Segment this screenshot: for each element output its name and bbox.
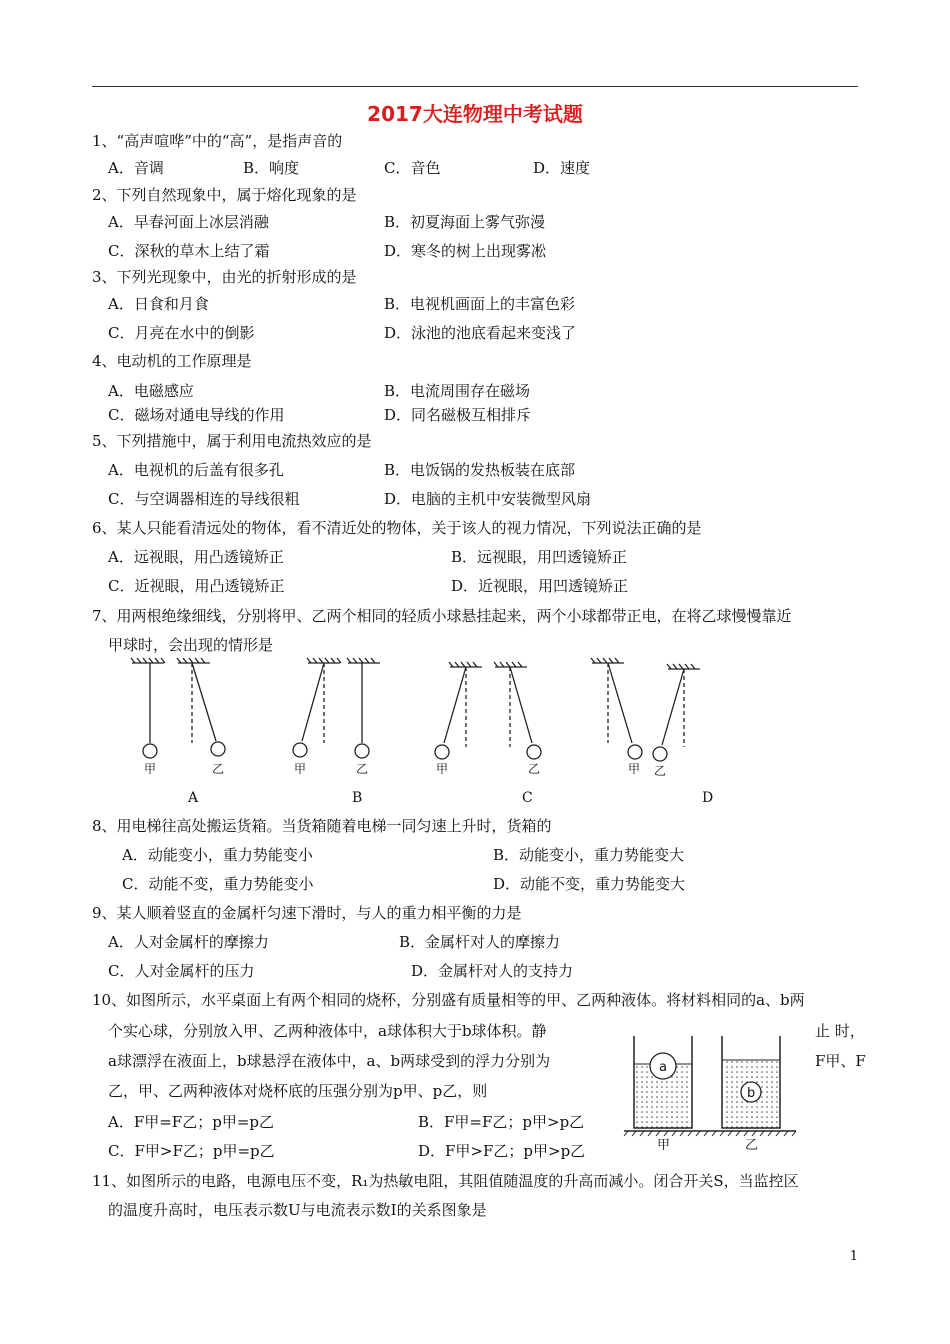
q2-option-a: A．早春河面上冰层消融 xyxy=(108,213,269,231)
q4-option-d: D．同名磁极互相排斥 xyxy=(384,406,532,424)
q10-option-d: D．F甲>F乙；p甲>p乙 xyxy=(418,1142,586,1160)
q6-option-c: C．近视眼，用凸透镜矫正 xyxy=(108,577,285,595)
q3-option-a: A．日食和月食 xyxy=(108,295,209,313)
q7-label-c: C xyxy=(522,790,533,806)
question-11-stem: 11、如图所示的电路，电源电压不变，R₁为热敏电阻，其阻值随温度的升高而减小。闭合开关S，当监控区 xyxy=(92,1172,799,1190)
q6-option-a: A．远视眼，用凸透镜矫正 xyxy=(108,548,284,566)
q3-option-c: C．月亮在水中的倒影 xyxy=(108,324,255,342)
q6-option-d: D．近视眼，用凹透镜矫正 xyxy=(451,577,629,595)
q2-option-b: B．初夏海面上雾气弥漫 xyxy=(384,213,546,231)
q2-option-d: D．寒冬的树上出现雾凇 xyxy=(384,242,547,260)
q8-option-a: A．动能变小，重力势能变小 xyxy=(122,846,313,864)
q5-option-c: C．与空调器相连的导线很粗 xyxy=(108,490,300,508)
q10-option-c: C．F甲>F乙；p甲=p乙 xyxy=(108,1142,275,1160)
ball-label: 甲 xyxy=(628,762,641,776)
q1-option-a: A．音调 xyxy=(108,159,164,177)
q1-option-c: C．音色 xyxy=(384,159,441,177)
question-2-stem: 2、下列自然现象中，属于熔化现象的是 xyxy=(92,186,357,204)
q4-option-c: C．磁场对通电导线的作用 xyxy=(108,406,285,424)
question-10-stem-line3: a球漂浮在液面上，b球悬浮在液体中，a、b两球受到的浮力分别为 xyxy=(108,1052,551,1070)
q9-option-d: D．金属杆对人的支持力 xyxy=(411,962,574,980)
question-1-stem: 1、“高声喧哗”中的“高”，是指声音的 xyxy=(92,132,343,150)
q7-pendulum-figure xyxy=(120,655,720,805)
q7-figure-b xyxy=(293,658,380,758)
q7-figure-d xyxy=(591,658,700,761)
question-7-stem: 7、用两根绝缘细线，分别将甲、乙两个相同的轻质小球悬挂起来，两个小球都带正电，在将乙球慢慢靠近 xyxy=(92,607,792,625)
q10-option-b: B．F甲=F乙；p甲>p乙 xyxy=(418,1113,585,1131)
beaker-jia xyxy=(634,1036,692,1128)
q7-label-a: A xyxy=(188,790,199,806)
q1-option-b: B．响度 xyxy=(243,159,300,177)
question-7-stem-cont: 甲球时，会出现的情形是 xyxy=(108,636,274,654)
q5-option-a: A．电视机的后盖有很多孔 xyxy=(108,461,284,479)
question-10-stem-line2: 个实心球，分别放入甲、乙两种液体中，a球体积大于b球体积。静 xyxy=(108,1022,547,1040)
beaker-yi xyxy=(722,1036,780,1128)
q8-option-d: D．动能不变，重力势能变大 xyxy=(493,875,686,893)
question-10-stem-line3-end: F甲、F xyxy=(815,1052,866,1070)
q5-option-b: B．电饭锅的发热板装在底部 xyxy=(384,461,576,479)
q6-option-b: B．远视眼，用凹透镜矫正 xyxy=(451,548,628,566)
q10-beaker-figure xyxy=(620,1030,800,1152)
beaker-jia-label: 甲 xyxy=(657,1138,671,1152)
ball-label: 乙 xyxy=(212,762,225,776)
ball-b-label: b xyxy=(747,1086,756,1101)
question-10-stem-line4: 乙，甲、乙两种液体对烧杯底的压强分别为p甲、p乙，则 xyxy=(108,1082,488,1100)
header-rule xyxy=(92,86,858,87)
question-4-stem: 4、电动机的工作原理是 xyxy=(92,352,252,370)
q9-option-a: A．人对金属杆的摩擦力 xyxy=(108,933,269,951)
ball-label: 乙 xyxy=(528,762,541,776)
q1-option-d: D．速度 xyxy=(533,159,591,177)
question-6-stem: 6、某人只能看清远处的物体，看不清近处的物体，关于该人的视力情况，下列说法正确的是 xyxy=(92,519,702,537)
table-surface xyxy=(624,1131,796,1136)
q4-option-b: B．电流周围存在磁场 xyxy=(384,382,531,400)
q7-figure-c xyxy=(435,662,541,759)
beaker-yi-label: 乙 xyxy=(745,1138,759,1152)
q7-figure-a xyxy=(131,658,225,758)
q10-option-a: A．F甲=F乙；p甲=p乙 xyxy=(108,1113,274,1131)
page-title: 2017大连物理中考试题 xyxy=(367,102,583,126)
page-number: 1 xyxy=(849,1249,858,1264)
q7-label-b: B xyxy=(352,790,363,806)
q8-option-c: C．动能不变，重力势能变小 xyxy=(122,875,314,893)
question-11-stem-cont: 的温度升高时，电压表示数U与电流表示数I的关系图象是 xyxy=(108,1201,487,1219)
q2-option-c: C．深秋的草木上结了霜 xyxy=(108,242,270,260)
q3-option-d: D．泳池的池底看起来变浅了 xyxy=(384,324,577,342)
q4-option-a: A．电磁感应 xyxy=(108,382,194,400)
question-9-stem: 9、某人顺着竖直的金属杆匀速下滑时，与人的重力相平衡的力是 xyxy=(92,904,522,922)
ball-a-label: a xyxy=(659,1060,667,1075)
ball-label: 乙 xyxy=(356,762,369,776)
ball-label: 甲 xyxy=(294,762,307,776)
q7-ball-labels xyxy=(144,762,666,778)
question-10-stem-line2-end: 止 时， xyxy=(815,1022,865,1040)
question-5-stem: 5、下列措施中，属于利用电流热效应的是 xyxy=(92,432,372,450)
q3-option-b: B．电视机画面上的丰富色彩 xyxy=(384,295,576,313)
q9-option-c: C．人对金属杆的压力 xyxy=(108,962,255,980)
q9-option-b: B．金属杆对人的摩擦力 xyxy=(399,933,561,951)
question-8-stem: 8、用电梯往高处搬运货箱。当货箱随着电梯一同匀速上升时，货箱的 xyxy=(92,817,552,835)
q8-option-b: B．动能变小，重力势能变大 xyxy=(493,846,685,864)
q7-label-d: D xyxy=(702,790,714,806)
question-10-stem: 10、如图所示，水平桌面上有两个相同的烧杯，分别盛有质量相等的甲、乙两种液体。将材料相同的a、b两 xyxy=(92,991,805,1009)
ball-label: 甲 xyxy=(436,762,449,776)
ball-label: 甲 xyxy=(144,762,157,776)
ball-label: 乙 xyxy=(654,764,667,778)
q5-option-d: D．电脑的主机中安装微型风扇 xyxy=(384,490,592,508)
question-3-stem: 3、下列光现象中，由光的折射形成的是 xyxy=(92,268,357,286)
